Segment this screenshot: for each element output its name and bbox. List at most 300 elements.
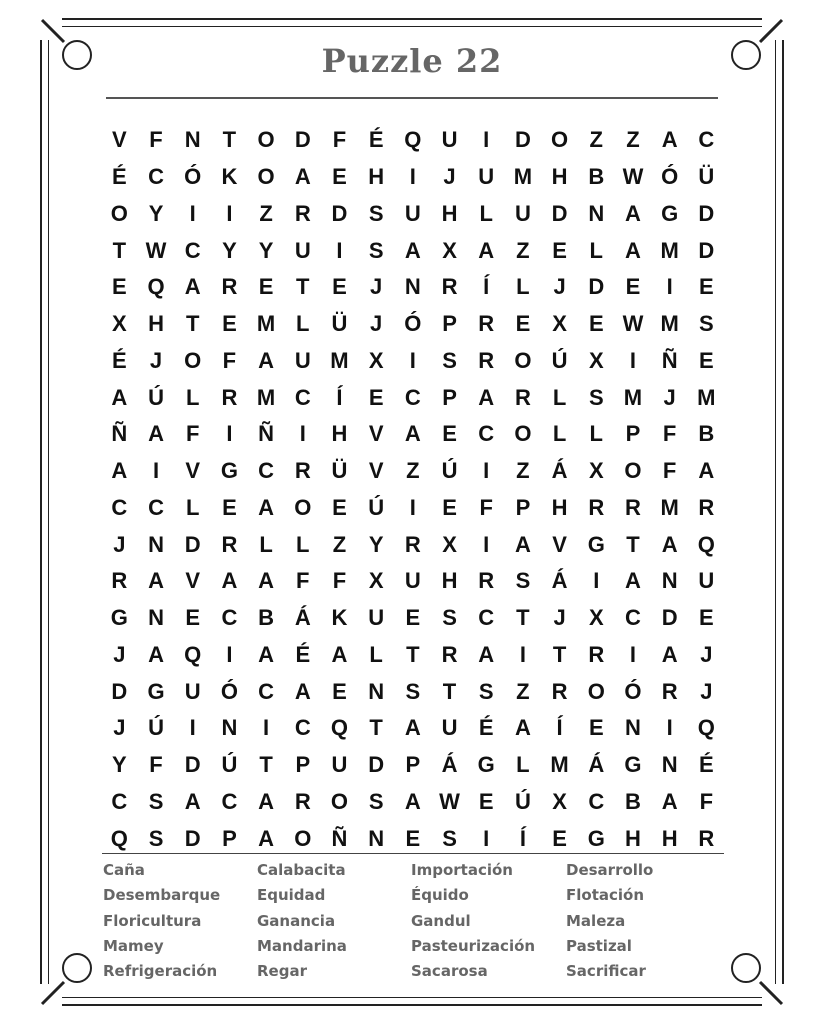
grid-cell[interactable]: T	[259, 752, 273, 778]
grid-cell[interactable]: I	[263, 715, 270, 741]
grid-cell[interactable]: A	[148, 421, 164, 447]
grid-cell[interactable]: A	[478, 237, 495, 263]
grid-cell[interactable]: X	[588, 458, 604, 484]
grid-cell[interactable]: U	[698, 568, 715, 594]
grid-cell[interactable]: Á	[441, 752, 458, 778]
grid-cell[interactable]: Ñ	[331, 825, 348, 851]
grid-cell[interactable]: I	[519, 641, 526, 667]
grid-cell[interactable]: Z	[516, 678, 530, 704]
grid-cell[interactable]: Á	[294, 605, 311, 631]
grid-cell[interactable]: I	[152, 458, 160, 484]
grid-cell[interactable]: U	[368, 605, 385, 631]
grid-cell[interactable]: A	[661, 531, 678, 557]
grid-cell[interactable]: Q	[147, 274, 165, 300]
grid-cell[interactable]: R	[221, 274, 238, 300]
grid-cell[interactable]: B	[625, 788, 641, 814]
grid-cell[interactable]: O	[514, 347, 532, 373]
grid-cell[interactable]: É	[295, 641, 311, 667]
grid-cell[interactable]: P	[405, 752, 421, 778]
grid-cell[interactable]: A	[148, 641, 164, 667]
grid-cell[interactable]: U	[404, 200, 421, 226]
grid-cell[interactable]: N	[184, 127, 201, 153]
grid-cell[interactable]: O	[257, 164, 275, 190]
grid-cell[interactable]: A	[258, 641, 275, 667]
grid-cell[interactable]: M	[660, 494, 679, 520]
grid-cell[interactable]: S	[368, 788, 384, 814]
grid-cell[interactable]: H	[625, 825, 641, 851]
grid-cell[interactable]: R	[478, 568, 495, 594]
grid-cell[interactable]: D	[588, 274, 605, 300]
grid-cell[interactable]: S	[699, 311, 714, 337]
grid-cell[interactable]: E	[588, 715, 604, 741]
grid-cell[interactable]: Ü	[331, 458, 348, 484]
grid-cell[interactable]: E	[552, 237, 567, 263]
grid-cell[interactable]: J	[149, 347, 163, 373]
grid-cell[interactable]: X	[368, 347, 384, 373]
grid-cell[interactable]: E	[112, 274, 127, 300]
grid-cell[interactable]: N	[221, 715, 238, 741]
grid-cell[interactable]: X	[442, 531, 457, 557]
grid-cell[interactable]: S	[368, 200, 384, 226]
grid-cell[interactable]: U	[441, 715, 458, 741]
grid-cell[interactable]: J	[370, 274, 383, 300]
grid-cell[interactable]: B	[258, 605, 275, 631]
grid-cell[interactable]: J	[700, 678, 713, 704]
grid-cell[interactable]: E	[588, 311, 604, 337]
grid-cell[interactable]: L	[589, 421, 603, 447]
grid-cell[interactable]: C	[258, 458, 275, 484]
grid-cell[interactable]: R	[221, 531, 238, 557]
grid-cell[interactable]: Ó	[404, 311, 422, 337]
grid-cell[interactable]: F	[699, 788, 714, 814]
grid-cell[interactable]: I	[629, 347, 637, 373]
grid-cell[interactable]: Ü	[331, 311, 348, 337]
grid-cell[interactable]: Á	[551, 458, 568, 484]
grid-cell[interactable]: Ú	[441, 458, 458, 484]
grid-cell[interactable]: M	[697, 384, 716, 410]
grid-cell[interactable]: L	[296, 311, 310, 337]
grid-cell[interactable]: M	[256, 384, 276, 410]
grid-cell[interactable]: G	[624, 752, 642, 778]
grid-cell[interactable]: I	[226, 641, 233, 667]
grid-cell[interactable]: V	[185, 458, 201, 484]
grid-cell[interactable]: A	[111, 458, 128, 484]
grid-cell[interactable]: F	[662, 458, 677, 484]
grid-cell[interactable]: J	[553, 605, 566, 631]
grid-cell[interactable]: B	[698, 421, 715, 447]
grid-cell[interactable]: Ú	[368, 494, 385, 520]
grid-cell[interactable]: R	[478, 347, 495, 373]
grid-cell[interactable]: N	[368, 678, 385, 704]
grid-cell[interactable]: K	[331, 605, 348, 631]
grid-cell[interactable]: Ú	[221, 752, 238, 778]
grid-cell[interactable]: E	[368, 384, 384, 410]
grid-cell[interactable]: E	[332, 274, 347, 300]
grid-cell[interactable]: E	[405, 605, 421, 631]
grid-cell[interactable]: M	[256, 311, 276, 337]
grid-cell[interactable]: I	[666, 715, 673, 741]
grid-cell[interactable]: Ü	[698, 164, 715, 190]
grid-cell[interactable]: J	[553, 274, 566, 300]
grid-cell[interactable]: Ó	[624, 678, 642, 704]
grid-cell[interactable]: H	[551, 164, 568, 190]
grid-cell[interactable]: G	[661, 200, 679, 226]
grid-cell[interactable]: R	[294, 200, 311, 226]
grid-cell[interactable]: N	[625, 715, 641, 741]
grid-cell[interactable]: I	[483, 825, 490, 851]
grid-cell[interactable]: I	[409, 164, 416, 190]
grid-cell[interactable]: C	[148, 164, 164, 190]
grid-cell[interactable]: S	[442, 825, 457, 851]
grid-cell[interactable]: M	[550, 752, 569, 778]
grid-cell[interactable]: L	[516, 274, 530, 300]
grid-cell[interactable]: A	[184, 788, 201, 814]
grid-cell[interactable]: Q	[330, 715, 349, 741]
grid-cell[interactable]: É	[112, 347, 127, 373]
grid-cell[interactable]: O	[551, 127, 569, 153]
grid-cell[interactable]: T	[552, 641, 567, 667]
grid-cell[interactable]: Á	[551, 568, 568, 594]
grid-cell[interactable]: F	[149, 127, 163, 153]
grid-cell[interactable]: F	[296, 568, 310, 594]
grid-cell[interactable]: T	[222, 127, 237, 153]
grid-cell[interactable]: P	[222, 825, 237, 851]
grid-cell[interactable]: Ó	[661, 164, 679, 190]
grid-cell[interactable]: A	[404, 715, 421, 741]
grid-cell[interactable]: A	[514, 715, 531, 741]
grid-cell[interactable]: J	[113, 715, 126, 741]
grid-cell[interactable]: Q	[184, 641, 202, 667]
grid-cell[interactable]: Q	[697, 531, 715, 557]
grid-cell[interactable]: A	[111, 384, 128, 410]
letter-grid[interactable]	[101, 122, 725, 857]
grid-cell[interactable]: N	[661, 568, 678, 594]
grid-cell[interactable]: R	[441, 274, 458, 300]
grid-cell[interactable]: O	[330, 788, 349, 814]
grid-cell[interactable]: Ú	[551, 347, 568, 373]
grid-cell[interactable]: I	[189, 200, 196, 226]
grid-cell[interactable]: U	[294, 237, 311, 263]
grid-cell[interactable]: Á	[588, 752, 605, 778]
grid-cell[interactable]: R	[698, 825, 715, 851]
grid-cell[interactable]: I	[299, 421, 306, 447]
grid-cell[interactable]: T	[516, 605, 530, 631]
grid-cell[interactable]: C	[698, 127, 715, 153]
grid-cell[interactable]: F	[149, 752, 163, 778]
grid-cell[interactable]: W	[439, 788, 460, 814]
grid-cell[interactable]: N	[588, 200, 605, 226]
grid-cell[interactable]: Ñ	[111, 421, 128, 447]
grid-cell[interactable]: C	[404, 384, 421, 410]
grid-cell[interactable]: O	[514, 421, 532, 447]
grid-cell[interactable]: A	[404, 421, 421, 447]
grid-cell[interactable]: R	[551, 678, 568, 704]
grid-cell[interactable]: P	[515, 494, 531, 520]
grid-cell[interactable]: Y	[258, 237, 274, 263]
grid-cell[interactable]: S	[368, 237, 384, 263]
grid-cell[interactable]: F	[222, 347, 237, 373]
grid-cell[interactable]: G	[220, 458, 238, 484]
grid-cell[interactable]: N	[148, 605, 164, 631]
grid-cell[interactable]: Z	[516, 458, 530, 484]
grid-cell[interactable]: A	[258, 568, 275, 594]
grid-cell[interactable]: U	[294, 347, 311, 373]
grid-cell[interactable]: Ñ	[258, 421, 275, 447]
grid-cell[interactable]: A	[258, 494, 275, 520]
grid-cell[interactable]: Y	[148, 200, 164, 226]
grid-cell[interactable]: P	[442, 384, 457, 410]
grid-cell[interactable]: G	[477, 752, 495, 778]
grid-cell[interactable]: H	[441, 568, 458, 594]
grid-cell[interactable]: O	[587, 678, 605, 704]
grid-cell[interactable]: X	[552, 311, 567, 337]
grid-cell[interactable]: P	[625, 421, 641, 447]
grid-cell[interactable]: E	[699, 274, 714, 300]
grid-cell[interactable]: E	[332, 164, 347, 190]
grid-cell[interactable]: I	[666, 274, 673, 300]
grid-cell[interactable]: X	[588, 347, 604, 373]
grid-cell[interactable]: H	[441, 200, 458, 226]
grid-cell[interactable]: S	[442, 605, 457, 631]
grid-cell[interactable]: É	[699, 752, 714, 778]
grid-cell[interactable]: L	[516, 752, 530, 778]
grid-cell[interactable]: Í	[336, 384, 343, 410]
grid-cell[interactable]: A	[625, 200, 641, 226]
grid-cell[interactable]: K	[221, 164, 238, 190]
grid-cell[interactable]: E	[332, 678, 347, 704]
grid-cell[interactable]: L	[296, 531, 310, 557]
grid-cell[interactable]: R	[698, 494, 715, 520]
grid-cell[interactable]: Z	[332, 531, 347, 557]
grid-cell[interactable]: B	[588, 164, 605, 190]
grid-cell[interactable]: A	[478, 641, 495, 667]
grid-cell[interactable]: A	[294, 678, 311, 704]
grid-cell[interactable]: C	[148, 494, 164, 520]
grid-cell[interactable]: F	[332, 127, 347, 153]
grid-cell[interactable]: E	[699, 605, 714, 631]
grid-cell[interactable]: E	[222, 311, 237, 337]
grid-cell[interactable]: Z	[259, 200, 273, 226]
grid-cell[interactable]: D	[368, 752, 385, 778]
grid-cell[interactable]: V	[112, 127, 127, 153]
grid-cell[interactable]: E	[515, 311, 531, 337]
grid-cell[interactable]: W	[622, 311, 644, 337]
grid-cell[interactable]: Q	[404, 127, 422, 153]
grid-cell[interactable]: U	[331, 752, 348, 778]
grid-cell[interactable]: E	[258, 274, 274, 300]
grid-cell[interactable]: Y	[368, 531, 384, 557]
grid-cell[interactable]: R	[625, 494, 641, 520]
grid-cell[interactable]: E	[699, 347, 714, 373]
grid-cell[interactable]: S	[478, 678, 494, 704]
grid-cell[interactable]: T	[112, 237, 127, 263]
grid-cell[interactable]: M	[623, 384, 643, 410]
grid-cell[interactable]: O	[184, 347, 202, 373]
grid-cell[interactable]: F	[479, 494, 493, 520]
grid-cell[interactable]: D	[698, 237, 715, 263]
grid-cell[interactable]: S	[148, 825, 164, 851]
grid-cell[interactable]: A	[258, 788, 275, 814]
grid-cell[interactable]: C	[111, 788, 128, 814]
grid-cell[interactable]: E	[442, 494, 457, 520]
grid-cell[interactable]: A	[661, 127, 678, 153]
grid-cell[interactable]: E	[185, 605, 201, 631]
grid-cell[interactable]: D	[184, 531, 201, 557]
grid-cell[interactable]: E	[478, 788, 494, 814]
grid-cell[interactable]: Ú	[148, 715, 164, 741]
grid-cell[interactable]: A	[294, 164, 311, 190]
grid-cell[interactable]: O	[110, 200, 128, 226]
grid-cell[interactable]: A	[258, 347, 275, 373]
grid-cell[interactable]: L	[589, 237, 603, 263]
grid-cell[interactable]: U	[514, 200, 531, 226]
grid-cell[interactable]: L	[552, 421, 567, 447]
grid-cell[interactable]: I	[593, 568, 600, 594]
grid-cell[interactable]: R	[441, 641, 458, 667]
grid-cell[interactable]: D	[111, 678, 128, 704]
grid-cell[interactable]: R	[294, 788, 311, 814]
grid-cell[interactable]: O	[624, 458, 642, 484]
grid-cell[interactable]: J	[663, 384, 676, 410]
grid-cell[interactable]: C	[111, 494, 128, 520]
grid-cell[interactable]: J	[370, 311, 383, 337]
grid-cell[interactable]: X	[112, 311, 127, 337]
grid-cell[interactable]: A	[661, 788, 678, 814]
grid-cell[interactable]: H	[148, 311, 164, 337]
grid-cell[interactable]: L	[185, 494, 200, 520]
grid-cell[interactable]: R	[588, 494, 605, 520]
grid-cell[interactable]: P	[295, 752, 311, 778]
grid-cell[interactable]: H	[661, 825, 678, 851]
grid-cell[interactable]: G	[110, 605, 128, 631]
grid-cell[interactable]: T	[369, 715, 383, 741]
grid-cell[interactable]: A	[184, 274, 201, 300]
grid-cell[interactable]: E	[332, 494, 347, 520]
grid-cell[interactable]: N	[148, 531, 164, 557]
grid-cell[interactable]: A	[258, 825, 275, 851]
grid-cell[interactable]: V	[185, 568, 201, 594]
grid-cell[interactable]: Ú	[514, 788, 531, 814]
grid-cell[interactable]: L	[185, 384, 200, 410]
grid-cell[interactable]: H	[551, 494, 568, 520]
grid-cell[interactable]: R	[294, 458, 311, 484]
grid-cell[interactable]: A	[661, 641, 678, 667]
grid-cell[interactable]: M	[513, 164, 533, 190]
grid-cell[interactable]: U	[478, 164, 495, 190]
grid-cell[interactable]: D	[698, 200, 715, 226]
grid-cell[interactable]: D	[184, 825, 201, 851]
grid-cell[interactable]: Ñ	[661, 347, 678, 373]
grid-cell[interactable]: X	[442, 237, 457, 263]
grid-cell[interactable]: A	[221, 568, 238, 594]
grid-cell[interactable]: O	[257, 127, 275, 153]
grid-cell[interactable]: C	[184, 237, 201, 263]
grid-cell[interactable]: P	[442, 311, 457, 337]
grid-cell[interactable]: I	[189, 715, 196, 741]
grid-cell[interactable]: D	[294, 127, 311, 153]
grid-cell[interactable]: C	[478, 421, 495, 447]
grid-cell[interactable]: V	[368, 458, 384, 484]
grid-cell[interactable]: I	[409, 494, 416, 520]
grid-cell[interactable]: G	[147, 678, 165, 704]
grid-cell[interactable]: I	[226, 200, 233, 226]
grid-cell[interactable]: H	[368, 164, 385, 190]
grid-cell[interactable]: R	[514, 384, 531, 410]
grid-cell[interactable]: J	[700, 641, 713, 667]
grid-cell[interactable]: W	[622, 164, 644, 190]
grid-cell[interactable]: Ú	[148, 384, 164, 410]
grid-cell[interactable]: Q	[110, 825, 128, 851]
grid-cell[interactable]: F	[332, 568, 347, 594]
grid-cell[interactable]: Í	[556, 715, 563, 741]
grid-cell[interactable]: E	[625, 274, 641, 300]
grid-cell[interactable]: A	[625, 237, 641, 263]
grid-cell[interactable]: M	[330, 347, 349, 373]
grid-cell[interactable]: S	[588, 384, 604, 410]
grid-cell[interactable]: C	[294, 384, 311, 410]
grid-cell[interactable]: L	[259, 531, 273, 557]
grid-cell[interactable]: É	[368, 127, 384, 153]
grid-cell[interactable]: E	[442, 421, 457, 447]
grid-cell[interactable]: I	[629, 641, 637, 667]
grid-cell[interactable]: D	[514, 127, 531, 153]
grid-cell[interactable]: T	[406, 641, 420, 667]
grid-cell[interactable]: T	[442, 678, 457, 704]
grid-cell[interactable]: Z	[589, 127, 603, 153]
grid-cell[interactable]: A	[514, 531, 531, 557]
grid-cell[interactable]: L	[479, 200, 493, 226]
grid-cell[interactable]: C	[478, 605, 495, 631]
grid-cell[interactable]: T	[185, 311, 200, 337]
grid-cell[interactable]: D	[184, 752, 201, 778]
grid-cell[interactable]: S	[442, 347, 457, 373]
grid-cell[interactable]: Y	[222, 237, 237, 263]
grid-cell[interactable]: R	[588, 641, 605, 667]
grid-cell[interactable]: A	[698, 458, 715, 484]
grid-cell[interactable]: J	[443, 164, 456, 190]
grid-cell[interactable]: E	[222, 494, 237, 520]
grid-cell[interactable]: Í	[519, 825, 526, 851]
grid-cell[interactable]: N	[404, 274, 421, 300]
grid-cell[interactable]: C	[588, 788, 605, 814]
grid-cell[interactable]: U	[404, 568, 421, 594]
grid-cell[interactable]: A	[148, 568, 164, 594]
grid-cell[interactable]: A	[478, 384, 495, 410]
grid-cell[interactable]: Í	[483, 274, 490, 300]
grid-cell[interactable]: É	[112, 164, 127, 190]
grid-cell[interactable]: R	[478, 311, 495, 337]
grid-cell[interactable]: G	[587, 531, 605, 557]
grid-cell[interactable]: C	[258, 678, 275, 704]
grid-cell[interactable]: E	[552, 825, 567, 851]
grid-cell[interactable]: Z	[406, 458, 420, 484]
grid-cell[interactable]: J	[113, 531, 126, 557]
grid-cell[interactable]: I	[483, 458, 490, 484]
grid-cell[interactable]: U	[441, 127, 458, 153]
grid-cell[interactable]: D	[331, 200, 348, 226]
grid-cell[interactable]: R	[221, 384, 238, 410]
grid-cell[interactable]: S	[405, 678, 421, 704]
grid-cell[interactable]: D	[551, 200, 568, 226]
grid-cell[interactable]: M	[660, 311, 679, 337]
grid-cell[interactable]: T	[626, 531, 640, 557]
grid-cell[interactable]: V	[552, 531, 567, 557]
grid-cell[interactable]: G	[587, 825, 605, 851]
grid-cell[interactable]: A	[404, 788, 421, 814]
grid-cell[interactable]: A	[331, 641, 348, 667]
grid-cell[interactable]: O	[294, 825, 312, 851]
grid-cell[interactable]: X	[552, 788, 567, 814]
